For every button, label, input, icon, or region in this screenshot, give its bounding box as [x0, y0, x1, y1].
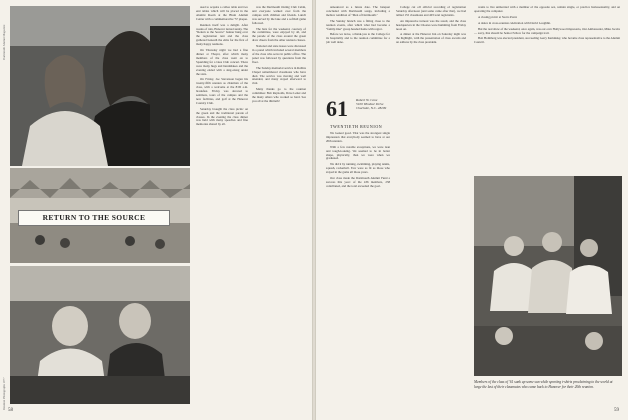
left-col-b-paragraph: The hats for the weekend, courtesy of the committee, were enjoyed by all, and the parade of the class around the green drew cheers from the other reunion classes. — [252, 26, 306, 43]
left-column-b — [252, 6, 306, 406]
right-col-b-paragraph: We looked good. That was the strongest single impression that everybody seemed to have at our 20th reunion. — [326, 132, 390, 143]
right-col-d-paragraph: Bob Holmberg was elected president, succeeding Gerry Kaminsky, who became class representative to the Alumni Council. — [474, 36, 620, 45]
right-col-b-paragraph: We did it by running, swimming, playing tennis, squash, racketball. Few were as fit as those who stayed in the game all those years. — [326, 162, 390, 175]
right-col-d-paragraph: But the real show of the weekend, once again, was our own Hollywood impresario, Our Ambassador, Mike Jacobs — sorry, that should be Senior Fellow for the campaign trail. — [474, 26, 620, 35]
class-tshirt-photo-art — [474, 176, 622, 376]
secretary-name: Robert W. Cone — [356, 98, 378, 102]
right-column-b — [326, 132, 390, 404]
left-column-a — [196, 6, 248, 406]
left-col-a-paragraph: On Thursday night we had a fine dinner at Thayer, after which many members of the class went on to Spaulding for a Glee Club concert. There were many hugs and handshakes and the evening ended with a sing-along under the stars. — [196, 48, 248, 76]
return-to-source-banner: RETURN TO THE SOURCE — [18, 210, 170, 226]
left-page — [0, 0, 312, 420]
photo-caption: Members of the class of '61 sank up some sun while sporting t-shirts proclaiming to the world at large the last of their classmates who came back to Hanover for their 20th reunion. — [474, 380, 613, 389]
right-col-c-paragraph: An impressive turnout was the result, and the class headquarters in the Choates were humming from Friday noon on. — [396, 18, 466, 31]
right-col-d-paragraph: A dance in cross-reunion celebration with David Loughlin. — [478, 20, 551, 25]
left-folio: 58 — [8, 408, 13, 413]
left-col-a-paragraph: On Friday, Joe Stevenson began his twenty-fifth reunion as chairman of the class, with a welcome at the 8:00 a.m. breakfast. Friday was devoted to seminars, tours of the campus and the new facilities, and golf at the Hanover Country Club. — [196, 77, 248, 105]
right-col-a-paragraph: announced as a future date. The banquet concluded with Dartmouth songs, including a mellow rendition of "Men of Dartmouth." — [326, 6, 390, 17]
reunion-crowd-photo-art — [10, 266, 190, 404]
left-col-a-paragraph: used to acquire a coffee table and two end tables which will be placed in the Alumni Room at the Blunt Alumni Center with a commemorative '57 plaque. — [196, 6, 248, 21]
left-sidebar-text: Dartmouth Alumni Magazine — [2, 24, 6, 60]
class-tshirt-photo — [474, 176, 622, 376]
secretary-address — [356, 98, 396, 111]
right-column-a — [326, 6, 390, 96]
left-col-a-paragraph: Reunion itself was a delight. After weeks of rain, Hanover turned sunny. The "Return to the Source" banner hung over the registration tent and the class gathered beneath the elms for the first of many happy reunions. — [196, 22, 248, 47]
right-col-c-paragraph: A dinner at the Hanover Inn on Saturday night was the highlight, with the presentation of class awards and an address by the class president. — [396, 32, 466, 45]
right-col-a-paragraph: Before we leave, a thank-you to the College for its hospitality and to the reunion committee for a job well done. — [326, 32, 390, 45]
left-col-b-paragraph: Many thanks go to the reunion committee: Bob Reynolds, Dave Leiter and the many others who worked so hard. See you all at the thirtieth! — [252, 87, 306, 103]
reunion-couple-photo — [10, 6, 190, 166]
right-column-d — [474, 6, 620, 174]
right-page — [316, 0, 628, 420]
secretary-city: Charlotte, N.C. 28209 — [356, 106, 387, 111]
left-col-b-paragraph: National and state issues were discussed in a panel which included several members of the class who serve in public office. The panel was followed by questions from the floor. — [252, 44, 306, 64]
right-column-c — [396, 6, 466, 404]
right-col-c-paragraph: College cut off official recording of registration Saturday afternoon (and some came after that), we had tallied 155 classmates and 403 total registrants. — [396, 6, 466, 17]
secretary-street: 5100 Windsor Drive — [356, 102, 384, 107]
reunion-heading: TWENTIETH REUNION — [330, 124, 383, 129]
class-number: 61 — [326, 96, 348, 121]
left-col-b-paragraph: The Sunday memorial service in Rollins Chapel remembered classmates who have died. The service was moving and well attended, and many stayed afterward to visit. — [252, 65, 306, 86]
left-col-b-paragraph: was the Dartmouth Outing Club Cabin, and everyone walked over from the campus with children and friends. Lunch was served by the lake and a softball game followed. — [252, 6, 306, 25]
right-col-a-paragraph: The Sunday brunch was a fitting close to the reunion events, after which what had become a "family-like" group headed home with regret. — [326, 18, 390, 31]
right-folio: 59 — [614, 408, 619, 413]
left-col-a-paragraph: Saturday brought the class picnic on the green and the traditional parade of classes. In the evening the class dinner was held with many speeches and fine memories shared by all. — [196, 106, 248, 127]
reunion-crowd-photo — [10, 266, 190, 404]
left-bottom-side-text: Reunion Photographs 1977 — [2, 377, 6, 410]
right-col-d-paragraph: wants to live unmarried with a member of the opposite sex, remain single, or practice homosexuality, and on operating the computer. — [474, 6, 620, 13]
right-col-d-paragraph: A closing picnic at Storrs Pond. — [478, 14, 518, 19]
reunion-couple-photo-art — [10, 6, 190, 166]
right-col-b-paragraph: With a few notable exceptions, we were lean and tough-looking. We seemed to be in better shape, physically, than we were when we graduated. — [326, 144, 390, 161]
right-col-b-paragraph: Our class made the Dartmouth Alumni Fund a success this year: of the 436 members, 238 contributed, and the total exceeded the goal. — [326, 176, 390, 188]
